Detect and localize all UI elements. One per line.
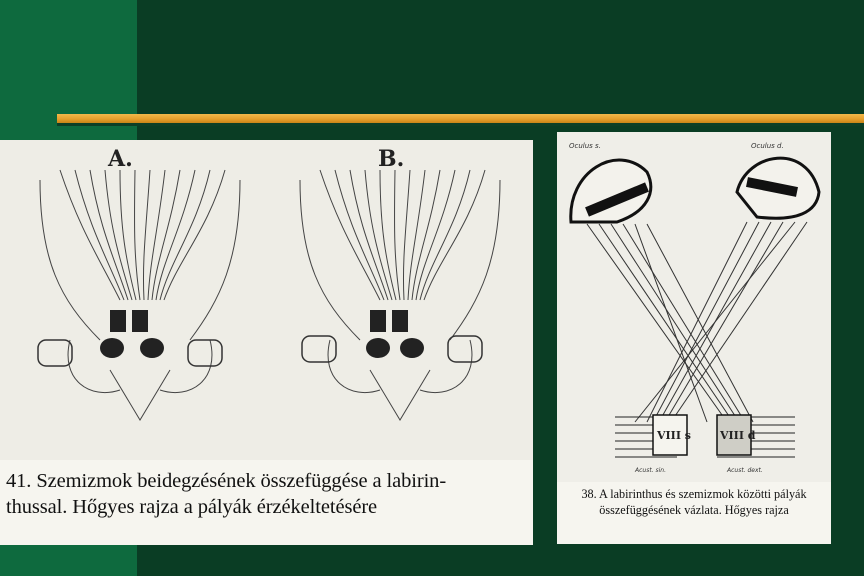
accent-rule — [57, 114, 864, 123]
panel-a-label: A. — [108, 146, 133, 172]
box-right-label: VIII d — [720, 429, 756, 442]
acust-right-label: Acust. dext. — [727, 467, 763, 474]
accent-rule-shadow — [57, 123, 864, 126]
acust-left-label: Acust. sin. — [635, 467, 667, 474]
box-left-label: VIII s — [657, 429, 691, 442]
figure-labyrinth-pathways — [557, 132, 831, 544]
oculus-left-label: Oculus s. — [569, 142, 601, 150]
figure-right-caption: 38. A labirinthus és szemizmok közötti pályák összefüggésének vázlata. Hőgyes rajza — [581, 487, 807, 517]
title-band — [137, 0, 864, 112]
figure-labyrinth-innervation — [0, 140, 533, 545]
pathway-schematic — [557, 132, 831, 544]
oculus-right-label: Oculus d. — [751, 142, 784, 150]
figure-left-caption: 41. Szemizmok beidegzésének összefüggése a labirin- thussal. Hőgyes rajza a pályák érzékeltetésére — [6, 470, 447, 518]
panel-b-label: B. — [378, 146, 405, 172]
